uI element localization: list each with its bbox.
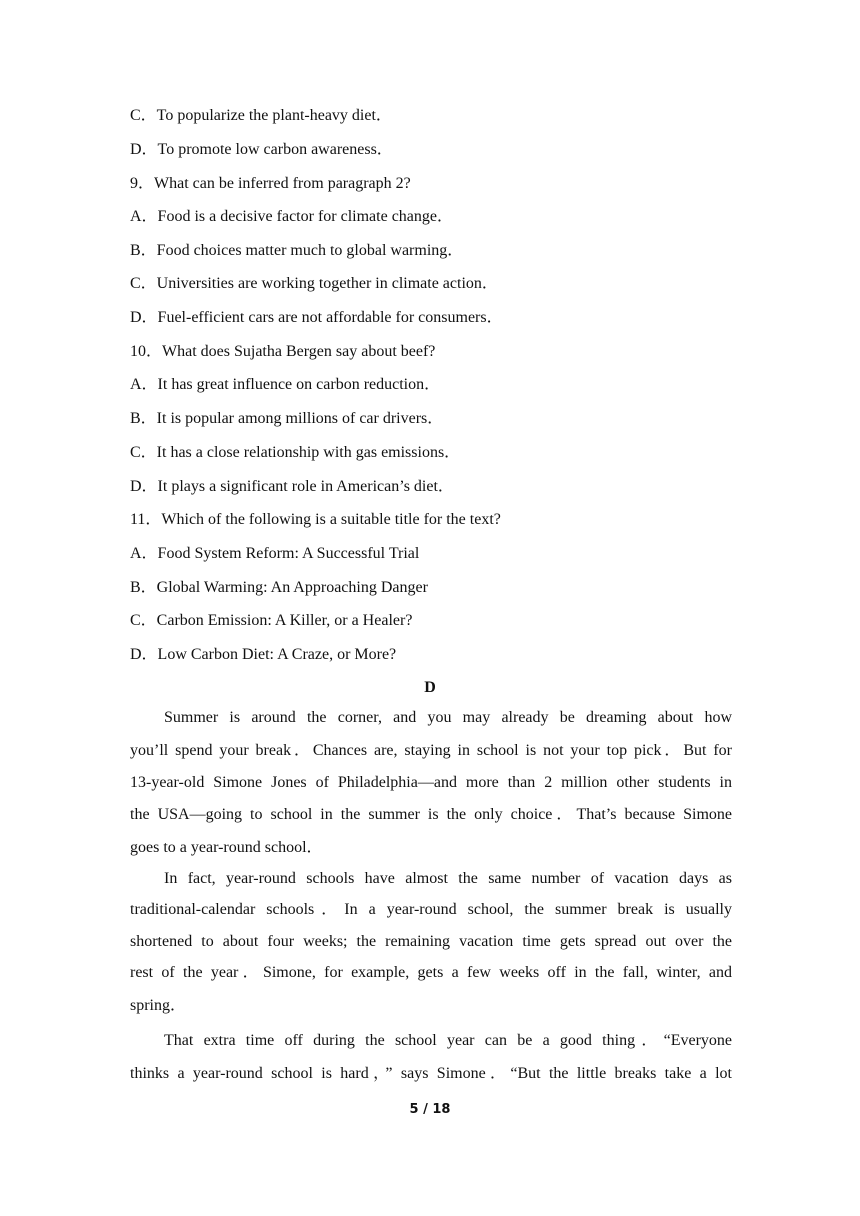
paragraph-line: 13-year-old Simone Jones of Philadelphia—and more than 2 million other students in — [130, 774, 732, 791]
paragraph-line: In fact, year-round schools have almost the same number of vacation days as — [164, 870, 732, 887]
question-line: 10．What does Sujatha Bergen say about beef? — [130, 343, 436, 360]
question-line: 9．What can be inferred from paragraph 2? — [130, 175, 411, 192]
paragraph-line: the USA—going to school in the summer is the only choice．That’s because Simone — [130, 806, 732, 823]
paragraph-line: goes to a year-round school． — [130, 839, 323, 856]
paragraph-line: thinks a year-round school is hard，” says Simone．“But the little breaks take a lot — [130, 1065, 733, 1082]
question-line: 11．Which of the following is a suitable title for the text? — [130, 511, 501, 528]
section-heading: D — [424, 679, 436, 696]
paragraph-line: Summer is around the corner, and you may already be dreaming about how — [164, 709, 732, 726]
paragraph-line: That extra time off during the school year can be a good thing．“Everyone — [164, 1032, 732, 1049]
paragraph-line: traditional-calendar schools．In a year-round school, the summer break is usually — [130, 901, 732, 918]
page-number: 5 / 18 — [409, 1102, 451, 1117]
option-line: C．Universities are working together in climate action． — [130, 275, 498, 292]
option-line: D．To promote low carbon awareness． — [130, 141, 393, 158]
option-line: D．Fuel-efficient cars are not affordable for consumers． — [130, 309, 503, 326]
paragraph-line: shortened to about four weeks; the remaining vacation time gets spread out over the — [130, 933, 732, 950]
option-line: C．Carbon Emission: A Killer, or a Healer? — [130, 612, 413, 629]
paragraph — [130, 869, 732, 1029]
option-line: B．Global Warming: An Approaching Danger — [130, 579, 428, 596]
option-line: A．Food System Reform: A Successful Trial — [130, 545, 420, 562]
option-line: D．It plays a significant role in American’s diet． — [130, 478, 454, 495]
option-line: B．Food choices matter much to global warming． — [130, 242, 464, 259]
paragraph-line: you’ll spend your break．Chances are, staying in school is not your top pick．But for — [130, 742, 732, 759]
option-line: C．To popularize the plant-heavy diet． — [130, 107, 392, 124]
option-line: C．It has a close relationship with gas emissions． — [130, 444, 461, 461]
option-line: D．Low Carbon Diet: A Craze, or More? — [130, 646, 397, 663]
paragraph-line: rest of the year．Simone, for example, gets a few weeks off in the fall, winter, and — [130, 964, 733, 981]
paragraph — [130, 708, 732, 871]
paragraph-line: spring． — [130, 997, 187, 1014]
paragraph — [130, 1031, 732, 1097]
option-line: A．Food is a decisive factor for climate change． — [130, 208, 454, 225]
option-line: A．It has great influence on carbon reduction． — [130, 376, 441, 393]
option-line: B．It is popular among millions of car drivers． — [130, 410, 444, 427]
